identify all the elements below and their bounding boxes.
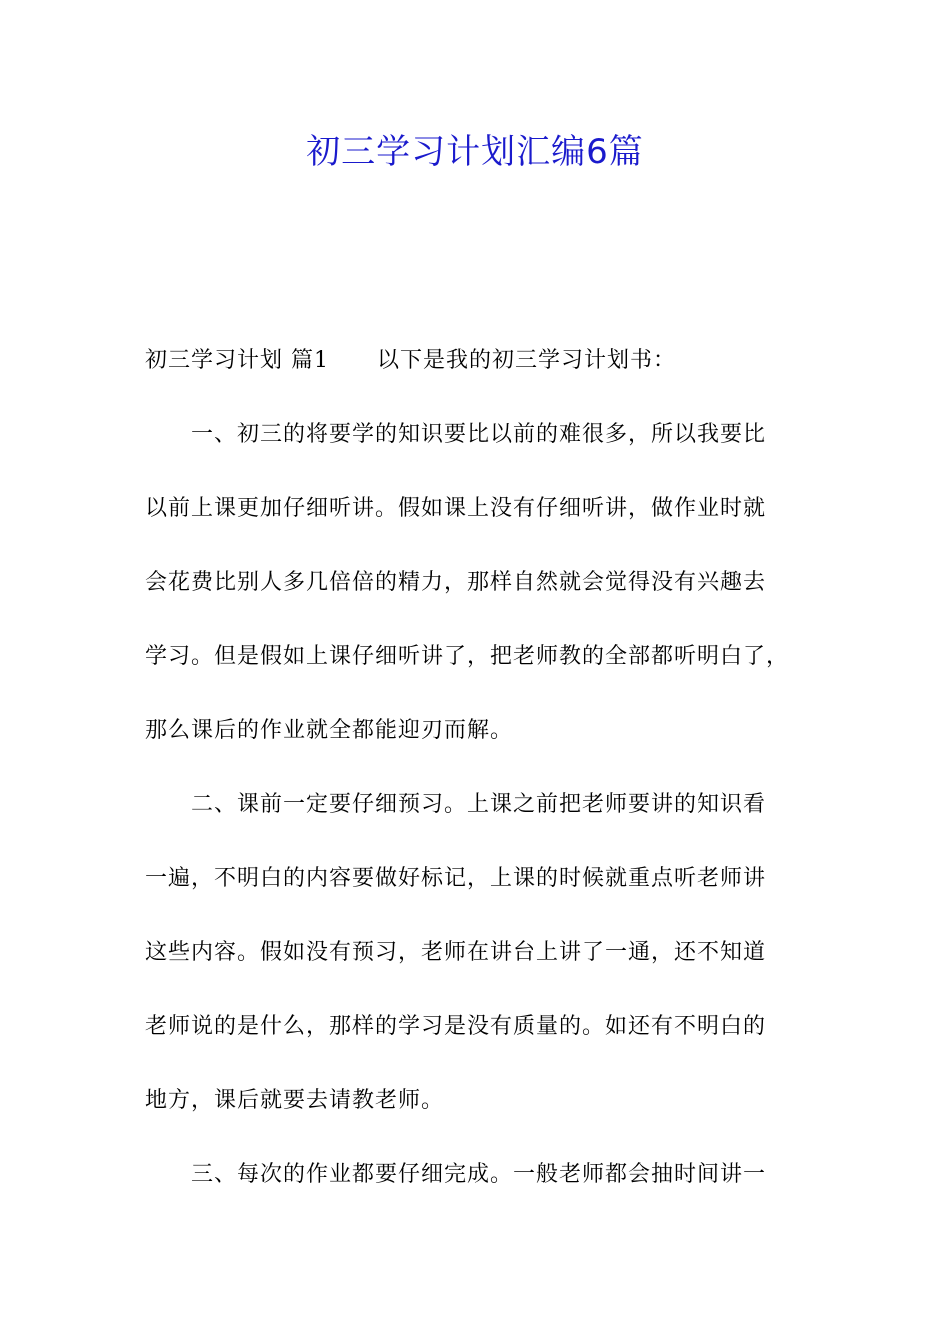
paragraph-line: 一、初三的将要学的知识要比以前的难很多，所以我要比 <box>191 422 767 447</box>
first-line <box>145 336 825 410</box>
paragraph-line: 以前上课更加仔细听讲。假如课上没有仔细听讲，做作业时就 <box>145 496 767 521</box>
paragraph-line: 一遍，不明白的内容要做好标记，上课的时候就重点听老师讲 <box>145 866 767 891</box>
paragraph-line: 地方，课后就要去请教老师。 <box>145 1088 445 1113</box>
section-intro: 以下是我的初三学习计划书： <box>377 348 677 373</box>
document-title: 初三学习计划汇编6篇 <box>306 132 644 172</box>
paragraph-line: 学习。但是假如上课仔细听讲了，把老师教的全部都听明白了， <box>145 644 790 669</box>
paragraph-line: 这些内容。假如没有预习，老师在讲台上讲了一通，还不知道 <box>145 940 767 965</box>
document-body <box>145 336 825 1224</box>
paragraph-line: 会花费比别人多几倍倍的精力，那样自然就会觉得没有兴趣去 <box>145 570 767 595</box>
paragraph-line: 三、每次的作业都要仔细完成。一般老师都会抽时间讲一 <box>191 1162 767 1187</box>
section-heading: 初三学习计划 篇1 <box>145 348 329 373</box>
paragraph-line: 二、课前一定要仔细预习。上课之前把老师要讲的知识看 <box>191 792 767 817</box>
paragraph-line: 那么课后的作业就全都能迎刃而解。 <box>145 718 514 743</box>
paragraph-line: 老师说的是什么，那样的学习是没有质量的。如还有不明白的 <box>145 1014 767 1039</box>
